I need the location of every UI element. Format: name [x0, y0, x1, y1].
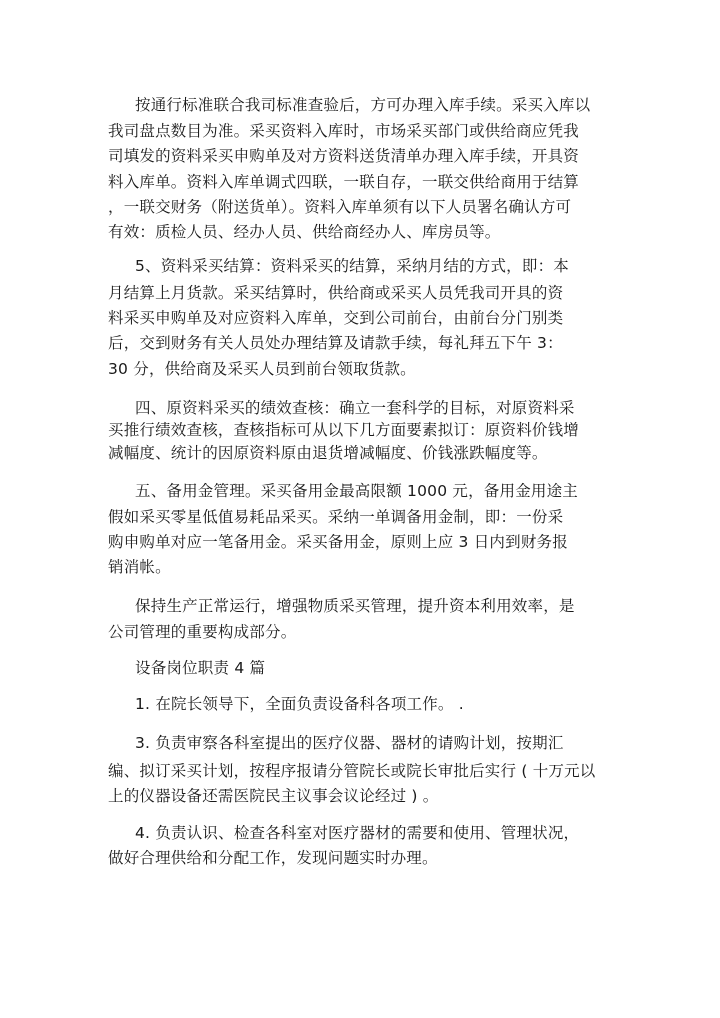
list-item: 1. 在院长领导下，全面负责设备科各项工作。 . [135, 695, 464, 713]
text-line: 料采买申购单及对应资料入库单，交到公司前台，由前台分门别类 [108, 309, 564, 327]
text-line: 上的仪器设备还需医院民主议事会议论经过 ) 。 [108, 787, 439, 805]
text-line: 购申购单对应一笔备用金。采买备用金，原则上应 3 日内到财务报 [108, 533, 568, 551]
text-line: 假如采买零星低值易耗品采买。采纳一单调备用金制，即：一份采 [108, 508, 564, 526]
text-line: 买推行绩效查核，查核指标可从以下几方面要素拟订：原资料价钱增 [108, 421, 580, 439]
text-line: 五、备用金管理。采买备用金最高限额 1000 元，备用金用途主 [135, 482, 579, 500]
text-line: 做好合理供给和分配工作，发现问题实时办理。 [108, 849, 438, 867]
text-line: 减幅度、统计的因原资料原由退货增减幅度、价钱涨跌幅度等。 [108, 444, 548, 462]
text-line: 销消帐。 [108, 558, 171, 576]
text-line: 我司盘点数目为准。采买资料入库时，市场采买部门或供给商应凭我 [108, 122, 580, 140]
text-line: 30 分，供给商及采买人员到前台领取货款。 [108, 360, 416, 378]
text-line: 四、原资料采买的绩效查核：确立一套科学的目标，对原资料采 [135, 399, 575, 417]
text-line: 月结算上月货款。采买结算时，供给商或采买人员凭我司开具的资 [108, 284, 564, 302]
text-line: 编、拟订采买计划，按程序报请分管院长或院长审批后实行 ( 十万元以 [108, 762, 596, 780]
section-heading: 设备岗位职责 4 篇 [135, 659, 266, 677]
list-item: 3. 负责审察各科室提出的医疗仪器、器材的请购计划，按期汇 [135, 734, 564, 752]
text-line: 按通行标准联合我司标准查验后，方可办理入库手续。采买入库以 [135, 96, 591, 114]
text-line: ，一联交财务（附送货单）。资料入库单须有以下人员署名确认方可 [108, 198, 572, 216]
text-line: 有效：质检人员、经办人员、供给商经办人、库房员等。 [108, 223, 501, 241]
text-line: 料入库单。资料入库单调式四联，一联自存，一联交供给商用于结算 [108, 173, 580, 191]
list-item: 4. 负责认识、检查各科室对医疗器材的需要和使用、管理状况， [135, 824, 580, 842]
text-line: 公司管理的重要构成部分。 [108, 623, 297, 641]
text-line: 后，交到财务有关人员处办理结算及请款手续，每礼拜五下午 3： [108, 334, 563, 352]
text-line: 保持生产正常运行，增强物质采买管理，提升资本利用效率，是 [135, 597, 575, 615]
text-line: 司填发的资料采买申购单及对方资料送货清单办理入库手续，开具资 [108, 147, 580, 165]
text-line: 5、资料采买结算：资料采买的结算，采纳月结的方式，即：本 [135, 257, 569, 275]
